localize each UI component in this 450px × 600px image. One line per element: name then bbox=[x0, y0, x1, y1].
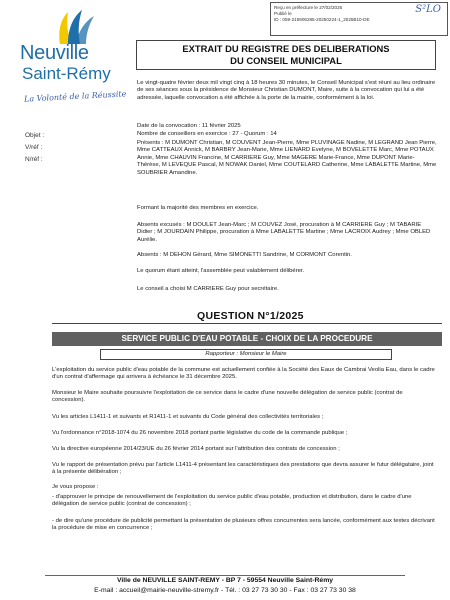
body-paragraph-proposal-approve: - d'approuver le principe de renouvellement de l'exploitation du service public d'eau potable, production et distribution, dans le cadre d'une délégation de service public (contrat de concession) ; bbox=[52, 494, 412, 508]
body-paragraph-directive-reference: Vu la directive européenne 2014/23/UE du 26 février 2014 portant sur l'attribution des contrats de concession ; bbox=[52, 446, 340, 452]
present-members: Présents : M DUMONT Christian, M COUVENT Jean-Pierre, Mme PLUVINAGE Nadine, M LEGRAND Jean Pierre, Mme CATTEAUX Annick, M BARBRY Jean-Marie, Mme LIENARD Evelyne, M BOVELETTE Marc, Mme POTAUX Annie, Mme CHAUVIN Francine, M CARRIERE Guy, Mme MAGERE Marie-France, Mme DUPONT Marie-Thérèse, M LEVEQUE Pascal, M NOWAK Daniel, Mme COUTELARD Catherine, Mme LABALETTE Martine, Mme SOUBRIER Amandine. bbox=[137, 140, 437, 176]
body-paragraph-proposal-publicity: - de dire qu'une procédure de publicité permettant la présentation de plusieurs offres concurrentes sera lancée, conformément aux textes décrivant la procédure de mise en concurrence ; bbox=[52, 518, 435, 532]
absentees: Absents : M DEHON Gérard, Mme SIMONETTI Sandrine, M CORMONT Corentin. bbox=[137, 252, 352, 258]
excused-absentees: Absents excusés : M DOULET Jean-Marc ; M COUVEZ José, procuration à M CARRIERE Guy ; M TABARIE Didier ; M JOURDAIN Philippe, procuration à Mme LABALETTE Martine ; Mme LACROIX Audrey ; Mme OBLED Aurélie. bbox=[137, 222, 431, 243]
quorum-statement: Le quorum étant atteint, l'assemblée peut valablement délibérer. bbox=[137, 268, 305, 274]
question-divider bbox=[52, 323, 442, 324]
body-paragraph-mayor-intent: Monsieur le Maire souhaite poursuivre l'exploitation de ce service dans le cadre d'une nouvelle délégation de service public (contrat de concession). bbox=[52, 390, 403, 404]
footer-divider bbox=[45, 575, 405, 576]
document-title-box bbox=[136, 40, 436, 70]
document-title-line2: DU CONSEIL MUNICIPAL bbox=[230, 55, 342, 66]
logo-slogan: La Volonté de la Réussite bbox=[23, 89, 127, 104]
body-paragraph-cgct-reference: Vu les articles L1411-1 et suivants et R1411-1 et suivants du Code général des collectivités territoriales ; bbox=[52, 414, 324, 420]
footer-contact: E-mail : accueil@mairie-neuville-stremy.fr - Tél. : 03 27 73 30 30 - Fax : 03 27 73 30 38 bbox=[94, 587, 356, 594]
question-subject-band: SERVICE PUBLIC D'EAU POTABLE - CHOIX DE LA PROCEDURE bbox=[52, 332, 442, 346]
stamp-published-line: Publié le bbox=[274, 11, 292, 16]
nref-label: N/réf : bbox=[25, 156, 43, 163]
logo-town-name-line1: Neuville bbox=[20, 42, 89, 64]
logo-town-name-line2: Saint-Rémy bbox=[22, 64, 111, 83]
body-paragraph-ordinance-reference: Vu l'ordonnance n°2018-1074 du 26 novembre 2018 portant partie législative du code de la commande publique ; bbox=[52, 430, 348, 436]
objet-label: Objet : bbox=[25, 132, 45, 139]
body-paragraph-report-reference: Vu le rapport de présentation prévu par l'article L1411-4 présentant les caractéristiques des prestations que devra assurer le futur délégataire, joint à la présente délibération ; bbox=[52, 462, 434, 476]
rapporteur-box: Rapporteur : Monsieur le Maire bbox=[100, 349, 392, 360]
intro-paragraph: Le vingt-quatre février deux mil vingt cinq à 18 heures 30 minutes, le Conseil Municipal s'est réuni au lieu ordinaire de ses séances sous la présidence de Monsieur Christian DUMONT, Maire, suite à la convocation qui lui a été adressée, laquelle convocation a été affichée à la porte de la mairie, conformément à la loi. bbox=[137, 80, 436, 101]
secretary-statement: Le conseil a choisi M CARRIERE Guy pour secrétaire. bbox=[137, 286, 279, 292]
stamp-id-line: ID : 059-215906285-20250224-1_2025B10-DE bbox=[274, 17, 370, 22]
stamp-signature-mark: S²LO bbox=[415, 4, 441, 15]
body-paragraph-proposal-intro: Je vous propose : bbox=[52, 484, 99, 490]
prefecture-stamp bbox=[270, 2, 448, 36]
footer-address: Ville de NEUVILLE SAINT-REMY - BP 7 - 59554 Neuville Saint-Rémy bbox=[116, 577, 334, 584]
convocation-date: Date de la convocation : 11 février 2025 bbox=[137, 123, 241, 129]
vref-label: V/réf : bbox=[25, 144, 43, 151]
councillor-count: Nombre de conseillers en exercice : 27 - Quorum : 14 bbox=[137, 131, 277, 137]
stamp-received-line: Reçu en préfecture le 27/02/2025 bbox=[274, 5, 343, 10]
document-title-line1: EXTRAIT DU REGISTRE DES DELIBERATIONS bbox=[182, 43, 390, 54]
body-paragraph-current-contract: L'exploitation du service public d'eau potable de la commune est actuellement confiée à la Société des Eaux de Cambrai Veolia Eau, dans le cadre d'un contrat d'affermage qui arrivera à échéance le 31 décembre 2025. bbox=[52, 367, 435, 381]
majority-statement: Formant la majorité des membres en exercice. bbox=[137, 205, 259, 211]
question-title: QUESTION N°1/2025 bbox=[197, 310, 304, 322]
